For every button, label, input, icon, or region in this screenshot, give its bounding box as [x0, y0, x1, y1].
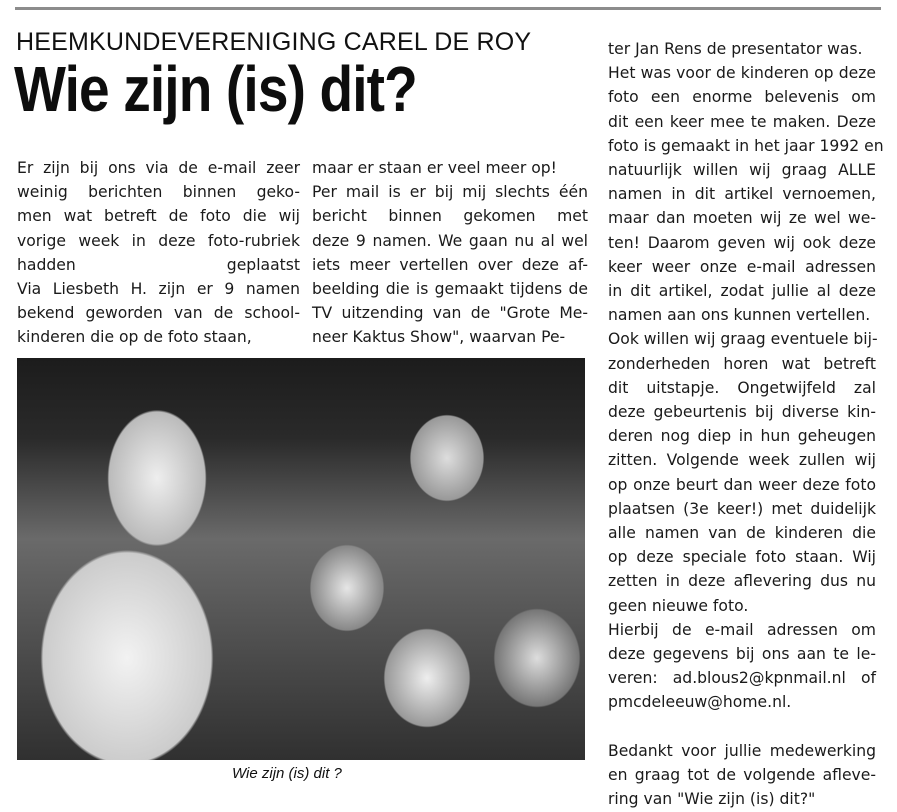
text-line: Ook willen wij graag eventuele bij-: [608, 330, 878, 349]
text-line: namen aan ons kunnen vertellen.: [608, 306, 871, 325]
text-line: deze gegevens bij ons aan te le-: [608, 645, 876, 664]
text-line: en graag tot de volgende afleve-: [608, 766, 876, 785]
text-line: Via Liesbeth H. zijn er 9 namen: [17, 280, 300, 299]
text-line: TV uitzending van de "Grote Me-: [312, 304, 588, 323]
text-line: deren nog diep in hun geheugen: [608, 427, 876, 446]
text-line: Hierbij de e-mail adressen om: [608, 620, 876, 639]
text-column-3: [608, 37, 884, 812]
text-line: kinderen die op de foto staan,: [17, 328, 252, 347]
photo-caption: Wie zijn (is) dit ?: [232, 765, 342, 782]
text-line: maar dan moeten wij ze wel we-: [608, 209, 876, 228]
text-line: iets meer vertellen over deze af-: [312, 255, 588, 274]
text-line: foto is gemaakt in het jaar 1992 en: [608, 136, 884, 155]
text-line: [608, 715, 876, 739]
text-line: deze gebeurtenis bij diverse kin-: [608, 403, 876, 422]
text-line: neer Kaktus Show", waarvan Pe-: [312, 328, 566, 347]
text-line: men wat betreft de foto die wij: [17, 207, 300, 226]
top-rule: [15, 7, 881, 10]
text-line: zitten. Volgende week zullen wij: [608, 451, 876, 470]
text-line: in dit artikel, zodat jullie al deze: [608, 282, 876, 301]
text-line: plaatsen (3e keer!) met duidelijk: [608, 499, 876, 518]
text-line: zonderheden horen wat betreft: [608, 354, 876, 373]
text-line: namen in dit artikel vernoemen,: [608, 185, 876, 204]
text-line: ring van "Wie zijn (is) dit?": [608, 790, 816, 809]
text-column-2: [312, 156, 588, 350]
text-line: alle namen van de kinderen die: [608, 524, 876, 543]
kicker: HEEMKUNDEVERENIGING CAREL DE ROY: [16, 28, 532, 56]
text-line: ten! Daarom geven wij ook deze: [608, 233, 876, 252]
text-line: bekend geworden van de school-: [17, 304, 300, 323]
text-line: Er zijn bij ons via de e-mail zeer: [17, 159, 300, 177]
text-line: ter Jan Rens de presentator was.: [608, 40, 863, 58]
text-line: weinig berichten binnen geko-: [17, 183, 300, 202]
text-line: op onze beurt dan weer deze foto: [608, 475, 876, 494]
text-line: veren: ad.blous2@kpnmail.nl of: [608, 669, 876, 688]
text-line: dit een keer mee te maken. Deze: [608, 112, 876, 131]
text-line: maar er staan er veel meer op!: [312, 159, 557, 177]
text-line: deze 9 namen. We gaan nu al wel: [312, 231, 588, 250]
text-line: foto een enorme belevenis om: [608, 88, 876, 107]
text-line: vorige week in deze foto-rubriek: [17, 231, 300, 250]
text-line: dit uitstapje. Ongetwijfeld zal: [608, 378, 876, 397]
text-line: geen nieuwe foto.: [608, 596, 749, 615]
text-line: natuurlijk willen wij graag ALLE: [608, 161, 876, 180]
text-line: Per mail is er bij mij slechts één: [312, 183, 588, 202]
text-line: Bedankt voor jullie medewerking: [608, 741, 876, 760]
text-column-1: [17, 156, 300, 350]
headline: Wie zijn (is) dit?: [14, 53, 417, 125]
text-line: beelding die is gemaakt tijdens de: [312, 280, 588, 299]
text-line: zetten in deze aflevering dus nu: [608, 572, 876, 591]
text-line: Het was voor de kinderen op deze: [608, 64, 876, 83]
article-photo: [17, 358, 585, 760]
text-line: op deze speciale foto staan. Wij: [608, 548, 876, 567]
text-line: hadden geplaatst: [17, 255, 300, 274]
text-line: pmcdeleeuw@home.nl.: [608, 693, 792, 712]
text-line: keer weer onze e-mail adressen: [608, 257, 876, 276]
text-line: bericht binnen gekomen met: [312, 207, 588, 226]
